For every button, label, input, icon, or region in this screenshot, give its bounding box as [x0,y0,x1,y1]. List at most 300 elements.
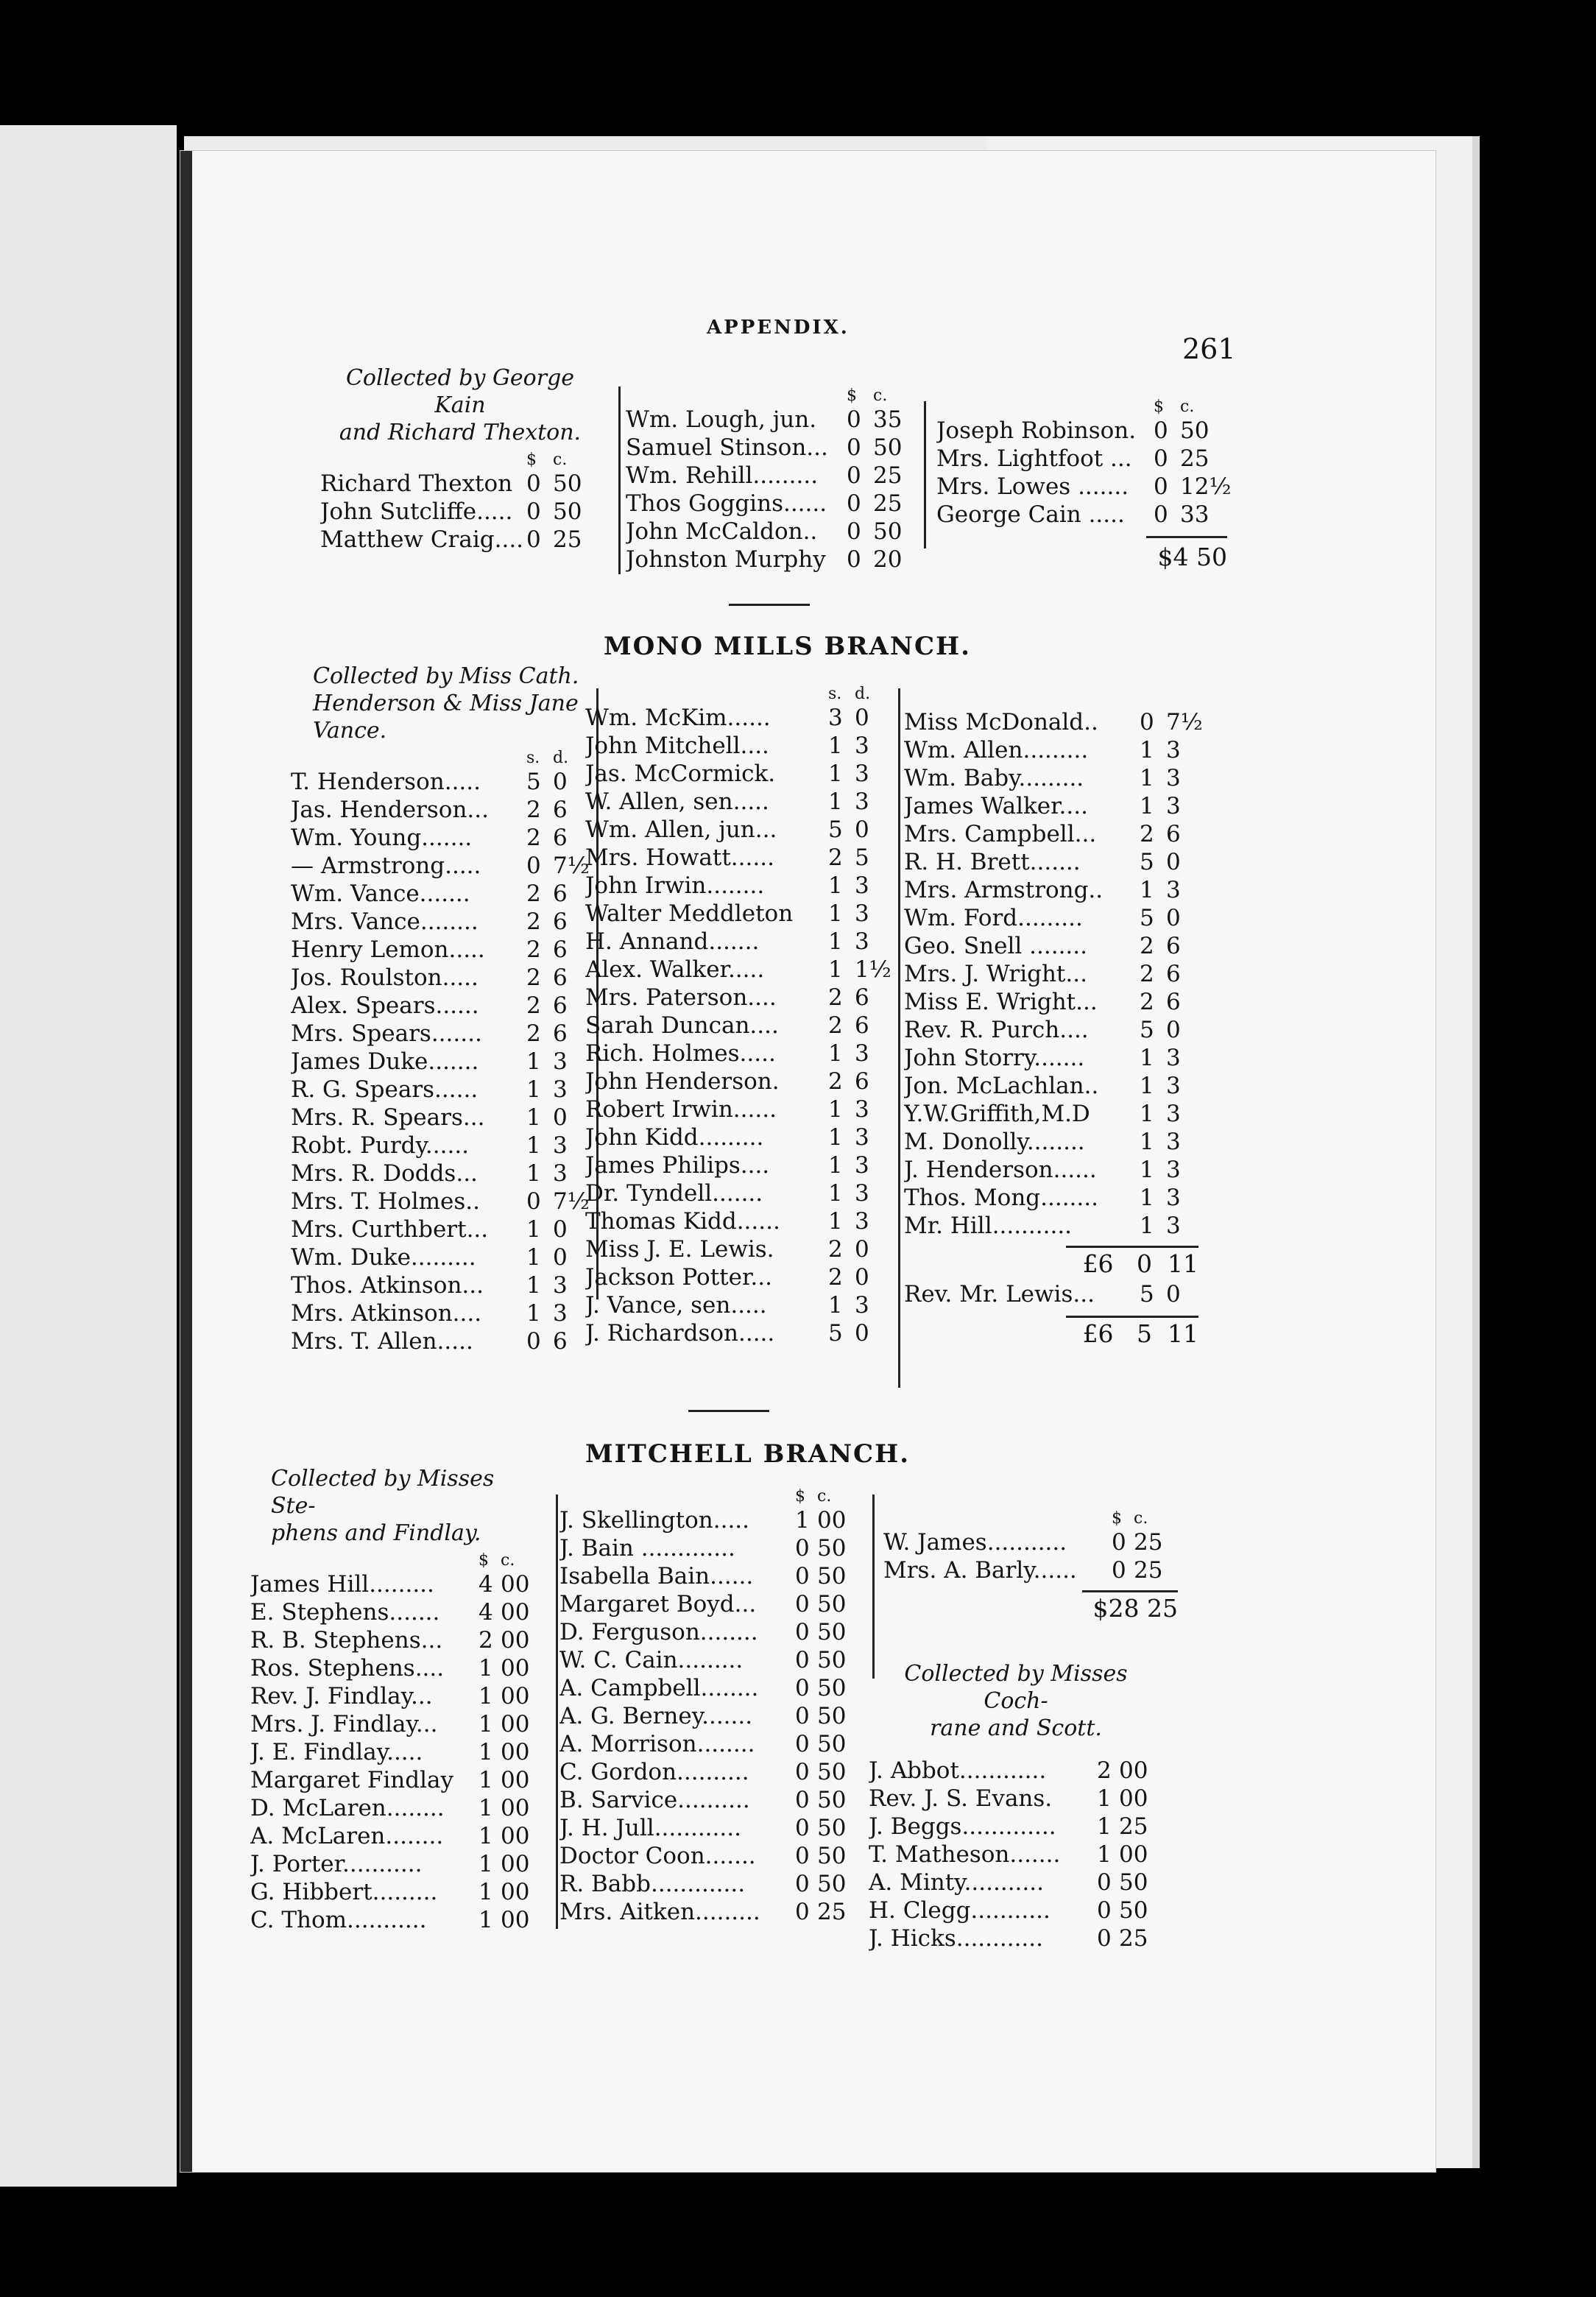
entry-row [559,1618,861,1646]
entry-value: 1 [526,1048,541,1075]
entry-row [250,1654,545,1682]
entry-value: 0 [795,1563,810,1589]
entry-value: 3 [855,1096,869,1123]
entry-name: J. Hicks............ [869,1925,1043,1952]
unit-header [559,1487,861,1506]
entry-list [936,417,1232,529]
entry-row [291,1299,585,1327]
unit-label: $ [526,451,537,469]
entry-name: James Philips.... [585,1152,770,1179]
entry-row [291,1215,585,1243]
entry-name: Mrs. J. Wright... [904,961,1087,987]
entry-name: Wm. Allen, jun... [585,816,777,843]
unit-header [936,398,1227,417]
entry-row [626,546,920,574]
entry-value: 3 [553,1048,568,1075]
entry-value: 1 [828,733,843,759]
entry-name: W. C. Cain......... [559,1647,744,1673]
entry-row [559,1730,861,1758]
entry-name: Mrs. Campbell... [904,821,1097,847]
entry-row [585,1068,887,1095]
entry-value: 0 [795,1703,810,1729]
entry-value: 50 [817,1815,847,1841]
entry-list [869,1757,1163,1952]
adjacent-page [0,125,177,2187]
entry-value: 0 [855,705,869,731]
unit-label: c. [1180,398,1195,416]
entry-name: Jackson Potter... [585,1264,772,1291]
entry-value: 12½ [1180,473,1232,500]
entry-value: 3 [1166,1045,1181,1071]
entry-row [904,736,1198,764]
entry-value: 1 [828,1180,843,1207]
entry-value: 0 [855,1236,869,1263]
section-subtotal: £6 0 11 [1082,1249,1198,1278]
unit-header [626,387,920,406]
section-divider [729,604,810,606]
entry-name: A. McLaren........ [250,1823,444,1849]
entry-value: 1 [828,928,843,955]
entry-value: 7½ [1166,709,1203,735]
entry-value: 0 [795,1591,810,1617]
entry-value: 1 [828,900,843,927]
entry-value: 0 [526,526,541,553]
entry-name: John Mitchell.... [585,733,769,759]
entry-value: 2 [1140,821,1154,847]
entry-value: 1 [479,1851,493,1877]
entry-value: 1 [526,1272,541,1299]
entry-value: 1 [1140,877,1154,903]
entry-value: 00 [501,1907,530,1933]
entry-value: 3 [1166,1073,1181,1099]
entry-name: Mrs. Spears....... [291,1020,482,1047]
entry-row [559,1786,861,1814]
entry-value: 1 [479,1683,493,1709]
entry-value: 00 [501,1739,530,1765]
entry-row [291,824,585,852]
entry-value: 3 [855,1180,869,1207]
entry-row [904,708,1203,736]
entry-value: 50 [817,1675,847,1701]
mono-col-2 [585,685,891,1347]
entry-row [904,1072,1198,1100]
entry-value: 1 [1140,1213,1154,1239]
entry-value: 3 [553,1076,568,1103]
mitchell-col-1 [250,1465,545,1934]
entry-row [585,1179,887,1207]
entry-row [585,844,887,872]
entry-value: 0 [526,853,541,879]
entry-row [585,1095,887,1123]
entry-value: 2 [526,992,541,1019]
section-total: $4 50 [1157,543,1227,571]
entry-value: 50 [817,1843,847,1869]
unit-label: $ [1154,398,1164,416]
entry-value: 1 [1140,737,1154,763]
entry-name: Walter Meddleton [585,900,794,927]
entry-row [585,1012,887,1040]
mitchell-col-2 [559,1487,861,1926]
entry-value: 50 [873,434,903,461]
entry-value: 33 [1180,501,1210,528]
unit-header [320,451,600,470]
entry-row [250,1626,545,1654]
unit-label: $ [847,387,857,405]
column-rule [924,401,926,548]
entry-value: 0 [847,490,861,517]
entry-value: 6 [1166,989,1181,1015]
entry-value: 50 [817,1563,847,1589]
unit-label: $ [1112,1509,1122,1528]
entry-value: 3 [855,1124,869,1151]
entry-name: G. Hibbert......... [250,1879,438,1905]
entry-name: George Cain ..... [936,501,1125,528]
entry-row [904,988,1198,1016]
entry-value: 0 [1154,417,1168,444]
entry-value: 50 [873,518,903,545]
entry-row [559,1842,861,1870]
entry-row [869,1896,1163,1924]
entry-name: Rev. J. Findlay... [250,1683,433,1709]
entry-row [904,1212,1198,1240]
entry-value: 2 [526,908,541,935]
collector-note: Collected by George Kain and Richard Thexton. [339,365,582,445]
entry-value: 50 [817,1731,847,1757]
entry-row [291,768,585,796]
entry-value: 50 [817,1871,847,1897]
entry-name: J. E. Findlay..... [250,1739,423,1765]
entry-row [291,1160,585,1188]
entry-value: 1 [526,1300,541,1327]
kain-col-1 [320,364,600,554]
entry-value: 0 [847,434,861,461]
unit-label: c. [1134,1509,1148,1528]
entry-value: 6 [855,1068,869,1095]
entry-value: 6 [553,797,568,823]
entry-value: 6 [1166,821,1181,847]
column-rule [618,387,621,574]
entry-value: 1 [1140,1101,1154,1127]
entry-name: Alex. Spears...... [291,992,479,1019]
entry-row [291,908,585,936]
entry-row [626,490,920,518]
unit-header [250,1551,545,1570]
entry-name: R. H. Brett....... [904,849,1081,875]
entry-value: 00 [501,1571,530,1598]
entry-value: 25 [873,490,903,517]
unit-header [291,749,585,768]
entry-name: Jas. Henderson... [291,797,489,823]
entry-row [585,1319,887,1347]
entry-name: Mrs. Howatt...... [585,844,774,871]
entry-row [559,1534,861,1562]
entry-value: 5 [1140,1281,1154,1308]
entry-value: 0 [795,1647,810,1673]
entry-value: 25 [1180,445,1210,472]
entry-value: 1 [1097,1785,1112,1812]
entry-name: John Kidd......... [585,1124,764,1151]
entry-name: J. H. Jull............ [559,1815,741,1841]
entry-name: John Irwin........ [585,872,765,899]
entry-name: T. Matheson....... [869,1841,1061,1868]
entry-value: 2 [828,844,843,871]
entry-name: Rich. Holmes..... [585,1040,776,1067]
entry-value: 0 [1112,1557,1126,1584]
entry-value: 6 [1166,961,1181,987]
entry-row [291,1104,585,1132]
entry-value: 0 [526,470,541,497]
entry-name: Mrs. A. Barly...... [883,1557,1077,1584]
entry-name: Isabella Bain...... [559,1563,754,1589]
entry-name: Henry Lemon..... [291,936,485,963]
entry-value: 1 [828,872,843,899]
entry-value: 00 [501,1683,530,1709]
entry-value: 0 [526,1328,541,1355]
entry-row [291,936,585,964]
entry-value: 3 [1166,1185,1181,1211]
entry-name: Mrs. Vance........ [291,908,479,935]
entry-value: 25 [1134,1557,1163,1584]
entry-name: E. Stephens....... [250,1599,440,1626]
cochrane-col [869,1660,1163,1952]
entry-value: 1 [526,1244,541,1271]
entry-value: 50 [817,1703,847,1729]
entry-list [291,768,590,1355]
entry-value: 0 [553,769,568,795]
collector-note: Collected by Misses Coch- rane and Scott. [904,1661,1128,1741]
entry-value: 3 [1166,877,1181,903]
entry-name: Y.W.Griffith,M.D [904,1101,1090,1127]
entry-row [904,1100,1198,1128]
entry-value: 6 [553,825,568,851]
entry-value: 0 [1097,1897,1112,1924]
entry-value: 0 [847,406,861,433]
entry-value: 2 [1140,933,1154,959]
entry-name: Matthew Craig.... [320,526,524,553]
unit-label: d. [855,685,871,703]
entry-value: 0 [526,498,541,525]
section-divider [688,1410,769,1412]
unit-label: d. [553,749,569,767]
entry-name: Mrs. T. Holmes.. [291,1188,480,1215]
entry-name: Richard Thexton [320,470,513,497]
entry-value: 0 [1166,849,1181,875]
entry-value: 50 [1180,417,1210,444]
entry-row [585,872,887,900]
mono-col-1 [291,663,590,1355]
entry-name: W. James........... [883,1529,1067,1556]
entry-value: 1 [828,1124,843,1151]
entry-name: Rev. Mr. Lewis... [904,1281,1095,1308]
entry-value: 1 [1140,1185,1154,1211]
entry-row [320,526,600,554]
entry-row [291,852,590,880]
entry-name: R. Babb............. [559,1871,746,1897]
entry-row [585,732,887,760]
entry-value: 0 [855,1264,869,1291]
entry-name: Mrs. Lightfoot ... [936,445,1132,472]
entry-name: James Hill......... [250,1571,434,1598]
entry-value: 1 [479,1655,493,1682]
entry-value: 0 [855,816,869,843]
entry-row [250,1794,545,1822]
entry-row [904,876,1198,904]
entry-name: C. Gordon.......... [559,1759,749,1785]
entry-value: 00 [501,1767,530,1793]
entry-value: 3 [1166,1213,1181,1239]
entry-row [559,1590,861,1618]
entry-name: J. Porter........... [250,1851,423,1877]
entry-value: 0 [847,546,861,573]
entry-name: John Storry....... [904,1045,1085,1071]
entry-name: Geo. Snell ........ [904,933,1087,959]
entry-value: 1 [479,1879,493,1905]
entry-row [291,1020,585,1048]
mono-col-3 [904,708,1203,1350]
entry-row [585,1151,887,1179]
entry-value: 0 [1166,1281,1181,1308]
entry-value: 1 [828,1292,843,1319]
entry-value: 00 [501,1879,530,1905]
entry-value: 00 [1119,1757,1148,1784]
entry-value: 0 [795,1899,810,1925]
entry-name: A. G. Berney....... [559,1703,753,1729]
unit-label: $ [479,1551,489,1570]
entry-value: 0 [553,1104,568,1131]
entry-value: 3 [1166,1157,1181,1183]
entry-value: 50 [1119,1897,1148,1924]
running-title: APPENDIX. [707,317,850,339]
entry-value: 7½ [553,853,590,879]
entry-name: — Armstrong..... [291,853,481,879]
entry-name: Robt. Purdy...... [291,1132,470,1159]
kain-col-3 [936,398,1232,574]
entry-value: 5 [1140,905,1154,931]
entry-row [250,1878,545,1906]
entry-value: 3 [855,788,869,815]
entry-name: R. B. Stephens... [250,1627,443,1654]
entry-name: Miss E. Wright... [904,989,1098,1015]
entry-value: 1 [1140,1129,1154,1155]
entry-row [291,1327,585,1355]
entry-name: Mrs. Aitken......... [559,1899,760,1925]
entry-row [904,1044,1198,1072]
entry-value: 0 [1097,1925,1112,1952]
entry-name: J. Skellington..... [559,1507,750,1534]
entry-value: 0 [795,1787,810,1813]
entry-name: A. Morrison........ [559,1731,755,1757]
entry-value: 1 [828,1096,843,1123]
entry-name: Mrs. Armstrong.. [904,877,1104,903]
entry-row [559,1758,861,1786]
entry-value: 0 [795,1535,810,1562]
entry-value: 00 [501,1711,530,1737]
entry-row [626,518,920,546]
entry-name: C. Thom........... [250,1907,427,1933]
entry-name: Mrs. Lowes ....... [936,473,1129,500]
entry-value: 2 [828,1068,843,1095]
entry-value: 1 [479,1795,493,1821]
entry-row [626,462,920,490]
entry-row [869,1785,1163,1813]
entry-name: Mr. Hill........... [904,1213,1073,1239]
entry-row [250,1710,545,1738]
entry-value: 00 [501,1823,530,1849]
unit-label: c. [501,1551,515,1570]
entry-value: 3 [553,1300,568,1327]
entry-value: 50 [817,1787,847,1813]
entry-name: H. Annand....... [585,928,760,955]
entry-row [936,445,1227,473]
entry-value: 25 [817,1899,847,1925]
entry-value: 2 [828,984,843,1011]
entry-value: 4 [479,1571,493,1598]
entry-value: 3 [855,1040,869,1067]
entry-value: 6 [855,984,869,1011]
unit-label: c. [553,451,568,469]
column-rule [898,688,900,1388]
entry-value: 1 [828,1208,843,1235]
entry-value: 5 [855,844,869,871]
entry-row [585,1235,887,1263]
entry-name: James Duke....... [291,1048,479,1075]
entry-value: 6 [855,1012,869,1039]
entry-value: 1 [479,1739,493,1765]
entry-row [904,1156,1198,1184]
entry-value: 1 [479,1767,493,1793]
entry-name: A. Campbell........ [559,1675,759,1701]
entry-value: 0 [855,1320,869,1347]
entry-value: 1 [828,1152,843,1179]
entry-value: 20 [873,546,903,573]
entry-row [291,1076,585,1104]
entry-value: 00 [501,1627,530,1654]
entry-value: 0 [1154,473,1168,500]
entry-value: 5 [1140,849,1154,875]
entry-value: 50 [553,498,582,525]
entry-value: 0 [1112,1529,1126,1556]
entry-row [250,1738,545,1766]
entry-value: 6 [553,881,568,907]
entry-name: Johnston Murphy [626,546,826,573]
entry-value: 0 [553,1244,568,1271]
entry-value: 0 [847,518,861,545]
entry-row [320,498,600,526]
unit-label: $ [795,1487,805,1506]
entry-name: D. McLaren........ [250,1795,445,1821]
column-rule [556,1495,558,1929]
entry-value: 0 [553,1216,568,1243]
entry-name: Mrs. Atkinson.... [291,1300,482,1327]
entry-value: 50 [1119,1869,1148,1896]
entry-value: 3 [855,928,869,955]
entry-name: Samuel Stinson... [626,434,828,461]
entry-row [291,1243,585,1271]
unit-header [883,1509,1178,1528]
page-number: 261 [1182,333,1236,365]
entry-value: 1 [526,1160,541,1187]
entry-value: 0 [795,1843,810,1869]
mitchell-col-3 [883,1509,1178,1625]
entry-value: 35 [873,406,903,433]
entry-value: 1 [479,1823,493,1849]
entry-list [585,704,891,1347]
entry-name: Wm. Lough, jun. [626,406,817,433]
entry-value: 0 [1140,709,1154,735]
entry-value: 6 [553,908,568,935]
entry-row [559,1702,861,1730]
collector-note: Collected by Misses Ste- phens and Findlay. [271,1466,495,1546]
